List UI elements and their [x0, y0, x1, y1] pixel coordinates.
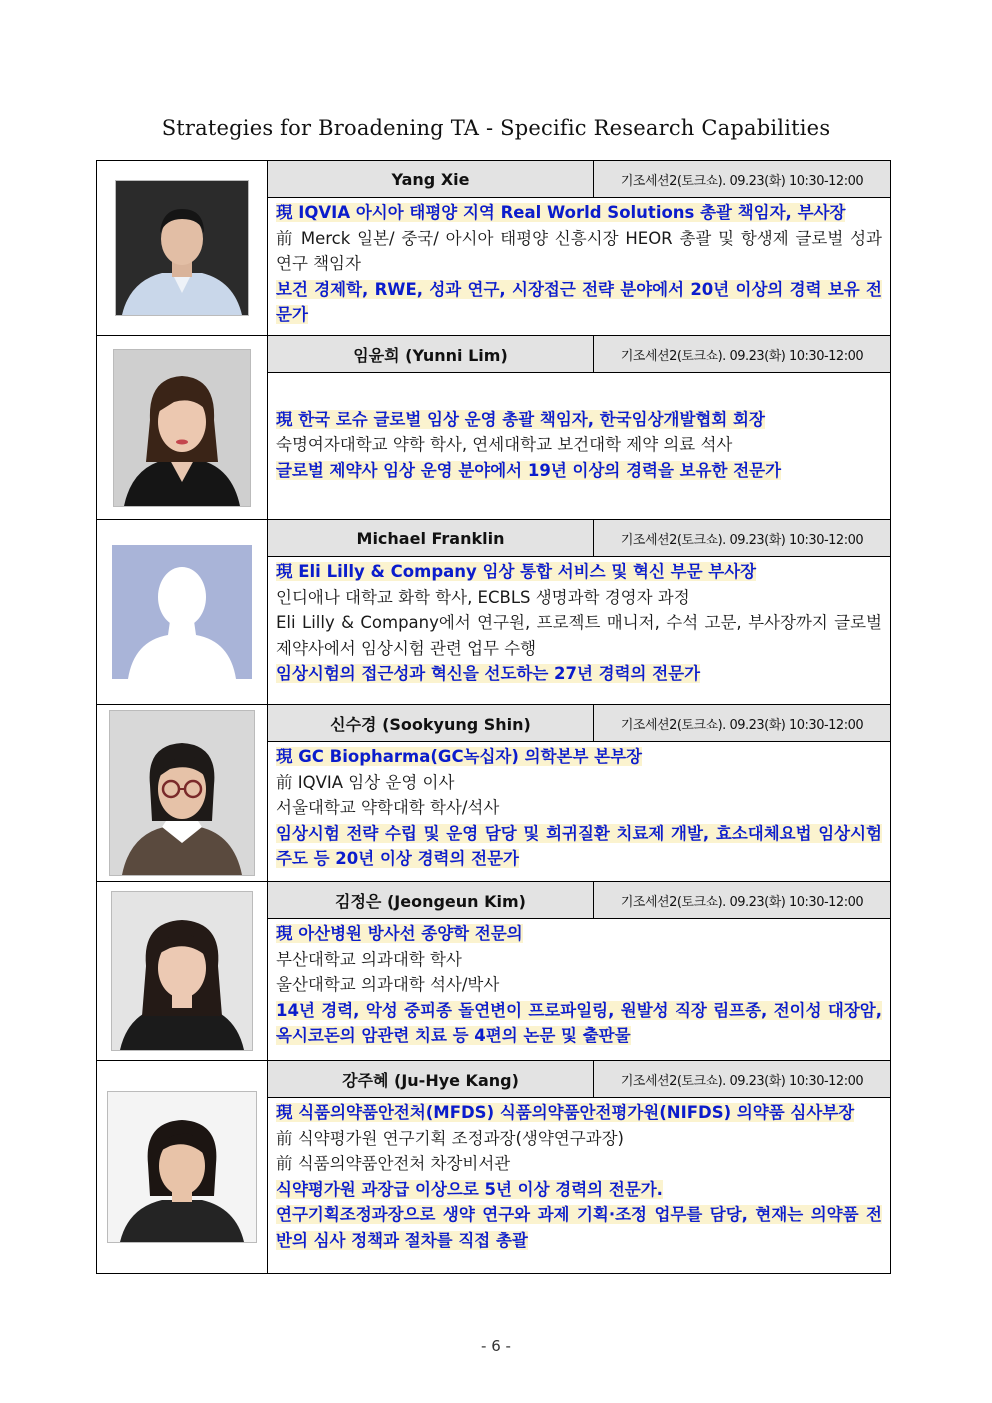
bio-line: 부산대학교 의과대학 학사 [276, 949, 462, 969]
bio-line: 임상시험 전략 수립 및 운영 담당 및 희귀질환 치료제 개발, 효소대체요법 임상시험 주도 등 20년 이상 경력의 전문가 [276, 823, 882, 868]
speaker-photo-cell [97, 520, 268, 705]
bio-line: 現 GC Biopharma(GC녹십자) 의학본부 본부장 [276, 747, 642, 766]
session-time: 기조세션2(토크쇼). 09.23(화) 10:30-12:00 [594, 336, 891, 373]
speaker-bio [268, 198, 891, 336]
session-time: 기조세션2(토크쇼). 09.23(화) 10:30-12:00 [594, 705, 891, 742]
speaker-header-row [97, 705, 891, 742]
speaker-bio [268, 373, 891, 520]
speaker-name: Michael Franklin [268, 520, 594, 557]
bio-line: 前 식약평가원 연구기획 조정과장(생약연구과장) [276, 1128, 624, 1148]
speaker-bio [268, 557, 891, 705]
bio-line: 前 Merck 일본/ 중국/ 아시아 태평양 신흥시장 HEOR 총괄 및 항생제 글로벌 성과 연구 책임자 [276, 228, 882, 273]
speaker-header-row [97, 520, 891, 557]
session-time: 기조세션2(토크쇼). 09.23(화) 10:30-12:00 [594, 161, 891, 198]
bio-line: 글로벌 제약사 임상 운영 분야에서 19년 이상의 경력을 보유한 전문가 [276, 460, 782, 480]
bio-line: 現 아산병원 방사선 종양학 전문의 [276, 924, 523, 943]
bio-line: 서울대학교 약학대학 학사/석사 [276, 798, 500, 817]
speaker-table [96, 160, 891, 1274]
document-title: Strategies for Broadening TA - Specific Research Capabilities [161, 116, 831, 140]
speaker-name: 신수경 (Sookyung Shin) [268, 705, 594, 742]
bio-line: 現 식품의약품안전처(MFDS) 식품의약품안전평가원(NIFDS) 의약품 심사부장 [276, 1103, 855, 1122]
speaker-photo-cell [97, 336, 268, 520]
speaker-header-row [97, 161, 891, 198]
speaker-photo [115, 180, 249, 316]
speaker-photo [113, 349, 251, 507]
speaker-name: Yang Xie [268, 161, 594, 198]
speaker-header-row [97, 882, 891, 919]
bio-line: 現 한국 로슈 글로벌 임상 운영 총괄 책임자, 한국임상개발협회 회장 [276, 409, 765, 429]
speaker-header-row [97, 1061, 891, 1098]
speaker-photo-cell [97, 161, 268, 336]
bio-line: 보건 경제학, RWE, 성과 연구, 시장접근 전략 분야에서 20년 이상의 경력 보유 전문가 [276, 279, 882, 324]
session-time: 기조세션2(토크쇼). 09.23(화) 10:30-12:00 [594, 520, 891, 557]
bio-line: 연구기획조정과장으로 생약 연구와 과제 기획·조정 업무를 담당, 현재는 의약품 전반의 심사 정책과 절차를 직접 총괄 [276, 1205, 882, 1250]
speaker-photo [107, 1091, 257, 1243]
bio-line: 식약평가원 과장급 이상으로 5년 이상 경력의 전문가. [276, 1179, 663, 1199]
speaker-name: 김정은 (Jeongeun Kim) [268, 882, 594, 919]
bio-line: Eli Lilly & Company에서 연구원, 프로젝트 매니저, 수석 고문, 부사장까지 글로벌 제약사에서 임상시험 관련 업무 수행 [276, 613, 882, 658]
speaker-photo-cell [97, 705, 268, 882]
session-time: 기조세션2(토크쇼). 09.23(화) 10:30-12:00 [594, 882, 891, 919]
speaker-photo [111, 891, 253, 1051]
bio-line: 울산대학교 의과대학 석사/박사 [276, 975, 500, 994]
bio-line: 숙명여자대학교 약학 학사, 연세대학교 보건대학 제약 의료 석사 [276, 435, 733, 455]
bio-line: 現 Eli Lilly & Company 임상 통합 서비스 및 혁신 부문 부사장 [276, 562, 757, 581]
default-avatar-icon [112, 545, 252, 679]
bio-line: 14년 경력, 악성 중피종 돌연변이 프로파일링, 원발성 직장 림프종, 전이성 대장암, 옥시코돈의 암관련 치료 등 4편의 논문 및 출판물 [276, 1000, 882, 1045]
session-time: 기조세션2(토크쇼). 09.23(화) 10:30-12:00 [594, 1061, 891, 1098]
speaker-photo [109, 710, 255, 876]
bio-line: 임상시험의 접근성과 혁신을 선도하는 27년 경력의 전문가 [276, 664, 701, 683]
speaker-bio [268, 742, 891, 882]
speaker-name: 임윤희 (Yunni Lim) [268, 336, 594, 373]
page-number: - 6 - [481, 1337, 511, 1355]
speaker-photo-cell [97, 882, 268, 1061]
bio-line: 前 식품의약품안전처 차장비서관 [276, 1154, 511, 1173]
speaker-photo-cell [97, 1061, 268, 1274]
speaker-bio [268, 919, 891, 1061]
speaker-bio [268, 1098, 891, 1274]
bio-line: 現 IQVIA 아시아 태평양 지역 Real World Solutions 총괄 책임자, 부사장 [276, 203, 846, 222]
bio-line: 인디애나 대학교 화학 학사, ECBLS 생명과학 경영자 과정 [276, 587, 690, 607]
speaker-header-row [97, 336, 891, 373]
speaker-name: 강주혜 (Ju-Hye Kang) [268, 1061, 594, 1098]
bio-line: 前 IQVIA 임상 운영 이사 [276, 772, 455, 792]
